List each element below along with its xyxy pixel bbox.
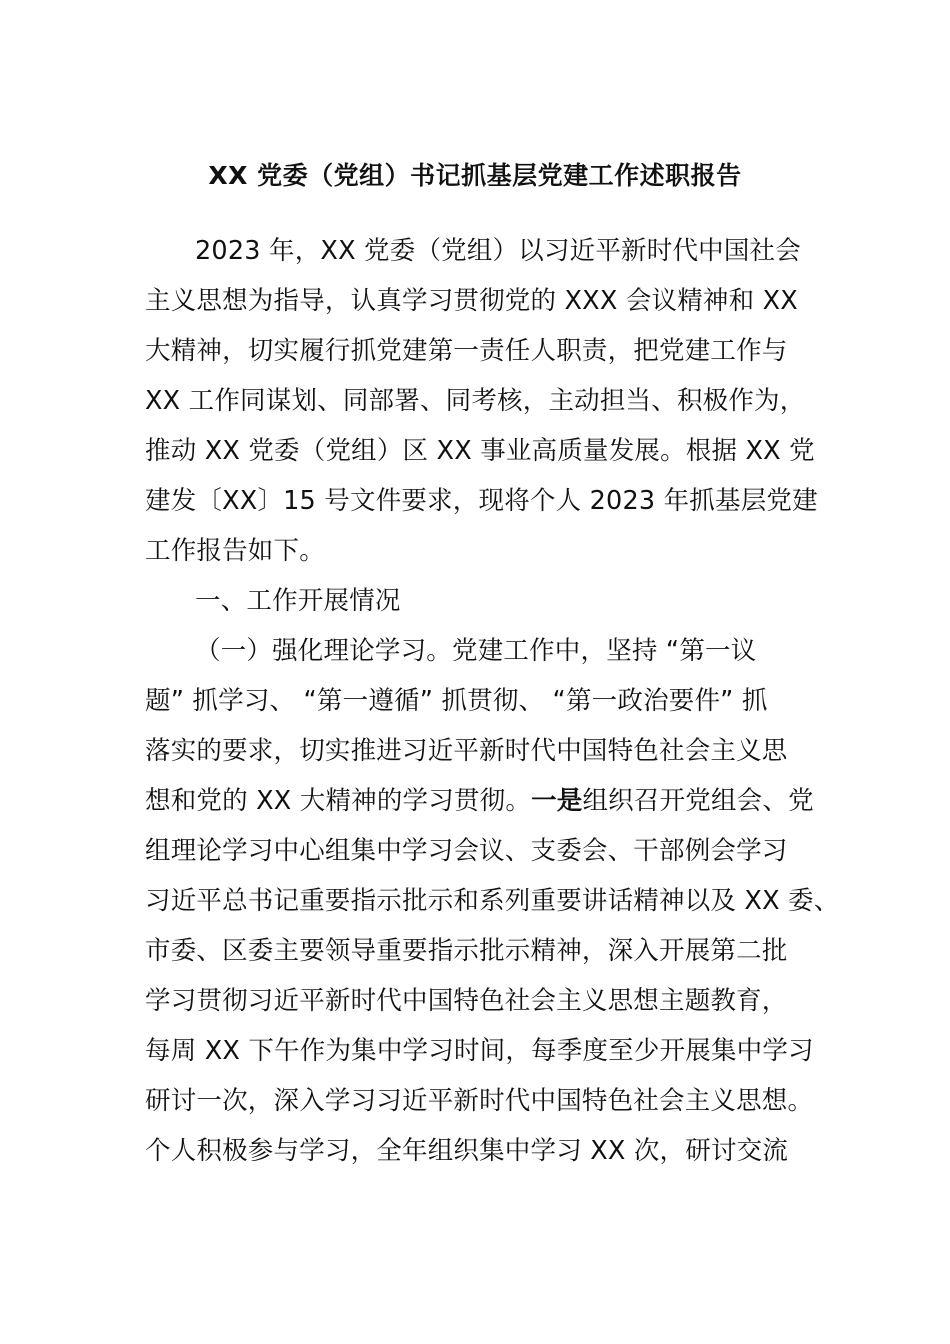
paragraph-line: 学习贯彻习近平新时代中国特色社会主义思想主题教育， <box>145 986 788 1016</box>
paragraph-line: 大精神，切实履行抓党建第一责任人职责，把党建工作与 <box>145 336 788 366</box>
paragraph-line: 工作报告如下。 <box>145 536 325 566</box>
paragraph-line: 题” 抓学习、 “第一遵循” 抓贯彻、 “第一政治要件” 抓 <box>145 686 768 716</box>
paragraph-line: 研讨一次，深入学习习近平新时代中国特色社会主义思想。 <box>145 1086 814 1116</box>
paragraph-line: 习近平总书记重要指示批示和系列重要讲话精神以及 XX 委、 <box>145 886 840 916</box>
paragraph-line-with-bold <box>145 781 814 821</box>
line-text-after: 组织召开党组会、党 <box>582 786 814 816</box>
paragraph-line: 建发〔XX〕15 号文件要求，现将个人 2023 年抓基层党建 <box>145 486 818 516</box>
bold-marker: 一是 <box>531 786 583 816</box>
paragraph-line: 组理论学习中心组集中学习会议、支委会、干部例会学习 <box>145 836 788 866</box>
section-heading: 一、工作开展情况 <box>195 586 401 616</box>
paragraph-line: 市委、区委主要领导重要指示批示精神，深入开展第二批 <box>145 936 788 966</box>
paragraph-line: 推动 XX 党委（党组）区 XX 事业高质量发展。根据 XX 党 <box>145 436 815 466</box>
paragraph-line: 主义思想为指导，认真学习贯彻党的 XXX 会议精神和 XX <box>145 286 798 316</box>
paragraph-line: 个人积极参与学习，全年组织集中学习 XX 次，研讨交流 <box>145 1136 789 1166</box>
paragraph-line: 2023 年，XX 党委（党组）以习近平新时代中国社会 <box>195 236 801 266</box>
line-text-before: 想和党的 XX 大精神的学习贯彻。 <box>145 786 532 816</box>
document-title: XX 党委（党组）书记抓基层党建工作述职报告 <box>208 161 742 190</box>
paragraph-line: XX 工作同谋划、同部署、同考核，主动担当、积极作为， <box>145 386 806 416</box>
paragraph-line: 每周 XX 下午作为集中学习时间，每季度至少开展集中学习 <box>145 1036 814 1066</box>
paragraph-line: （一）强化理论学习。党建工作中，坚持 “第一议 <box>195 636 757 666</box>
paragraph-line: 落实的要求，切实推进习近平新时代中国特色社会主义思 <box>145 736 788 766</box>
